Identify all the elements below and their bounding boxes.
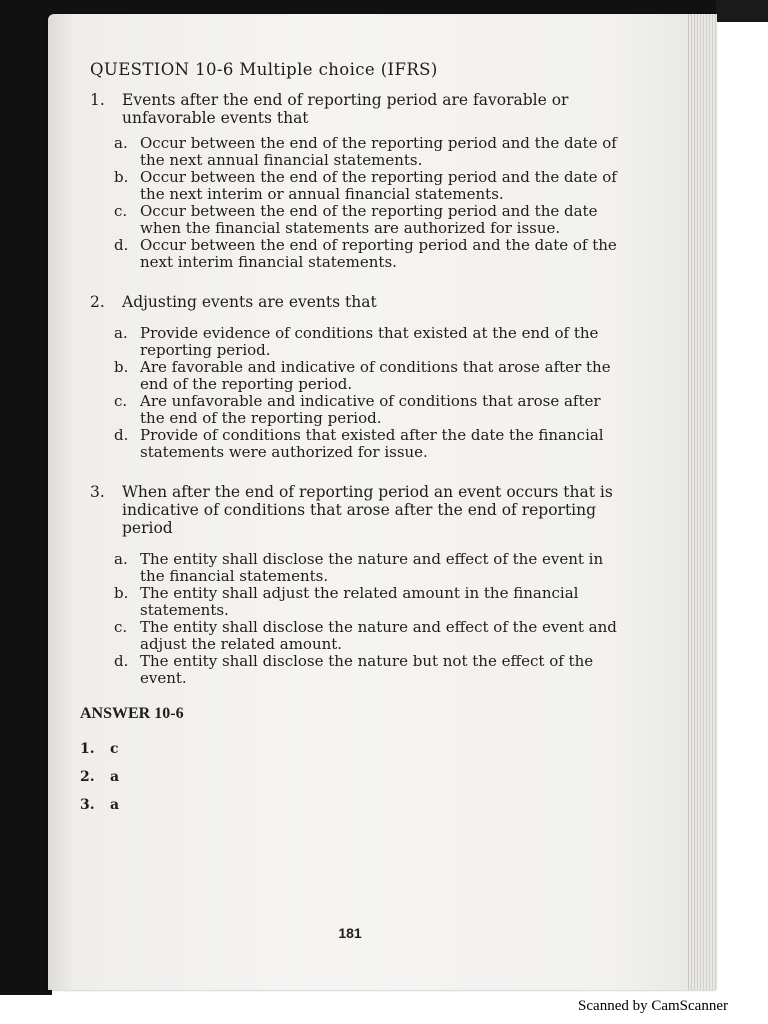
option-d [114,427,620,461]
option-b [114,585,620,619]
answer-value: a [110,797,120,813]
question-number: 3. [90,483,105,501]
option-letter: a. [114,134,128,152]
question-title: QUESTION 10-6 Multiple choice (IFRS) [90,60,438,79]
option-letter: b. [114,358,129,376]
question-3 [80,483,620,687]
option-letter: c. [114,202,128,220]
page-content [80,60,620,825]
option-text: Occur between the end of the reporting period and the date of the next interim or annual financial statements. [140,168,617,203]
answer-row [80,741,620,757]
answer-title: ANSWER 10-6 [80,705,184,722]
question-1 [80,91,620,271]
scan-border-left [0,0,52,995]
option-c [114,393,620,427]
answer-value: c [110,741,119,757]
answer-number: 2. [80,769,95,785]
question-stem [80,91,620,127]
option-text: The entity shall disclose the nature and effect of the event and adjust the related amount. [140,618,617,653]
question-number: 1. [90,91,105,109]
option-c [114,619,620,653]
option-text: Provide evidence of conditions that existed at the end of the reporting period. [140,324,599,359]
answer-number: 3. [80,797,95,813]
option-a [114,135,620,169]
question-stem [80,483,620,537]
option-text: Are favorable and indicative of conditions that arose after the end of the reporting period. [140,358,611,393]
option-a [114,325,620,359]
option-letter: c. [114,618,128,636]
option-b [114,169,620,203]
option-d [114,237,620,271]
question-stem [80,293,620,311]
page-edges [688,14,717,990]
option-text: The entity shall disclose the nature and effect of the event in the financial statements. [140,550,604,585]
question-number: 2. [90,293,105,311]
option-text: Provide of conditions that existed after the date the financial statements were authorized for issue. [140,426,604,461]
option-letter: b. [114,584,129,602]
option-a [114,551,620,585]
option-c [114,203,620,237]
answer-number: 1. [80,741,95,757]
option-letter: c. [114,392,128,410]
option-text: Occur between the end of the reporting period and the date of the next annual financial statements. [140,134,617,169]
question-2 [80,293,620,461]
option-letter: d. [114,652,129,670]
answer-row [80,769,620,785]
option-letter: b. [114,168,129,186]
scanner-watermark: Scanned by CamScanner [578,998,728,1014]
option-letter: a. [114,550,128,568]
option-d [114,653,620,687]
option-letter: d. [114,236,129,254]
option-b [114,359,620,393]
scan-border-top-right [716,0,768,22]
option-text: Occur between the end of reporting period and the date of the next interim financial statements. [140,236,617,271]
option-text: The entity shall disclose the nature but not the effect of the event. [140,652,594,687]
question-text: Adjusting events are events that [122,293,377,311]
answer-row [80,797,620,813]
question-text: When after the end of reporting period an event occurs that is indicative of conditions that arose after the end of reporting period [122,483,613,537]
option-text: Occur between the end of the reporting period and the date when the financial statements are authorized for issue. [140,202,598,237]
option-letter: a. [114,324,128,342]
option-letter: d. [114,426,129,444]
answer-value: a [110,769,120,785]
page-number: 181 [338,925,362,941]
option-text: The entity shall adjust the related amount in the financial statements. [140,584,579,619]
question-text: Events after the end of reporting period are favorable or unfavorable events that [122,91,569,127]
option-text: Are unfavorable and indicative of conditions that arose after the end of the reporting period. [140,392,601,427]
